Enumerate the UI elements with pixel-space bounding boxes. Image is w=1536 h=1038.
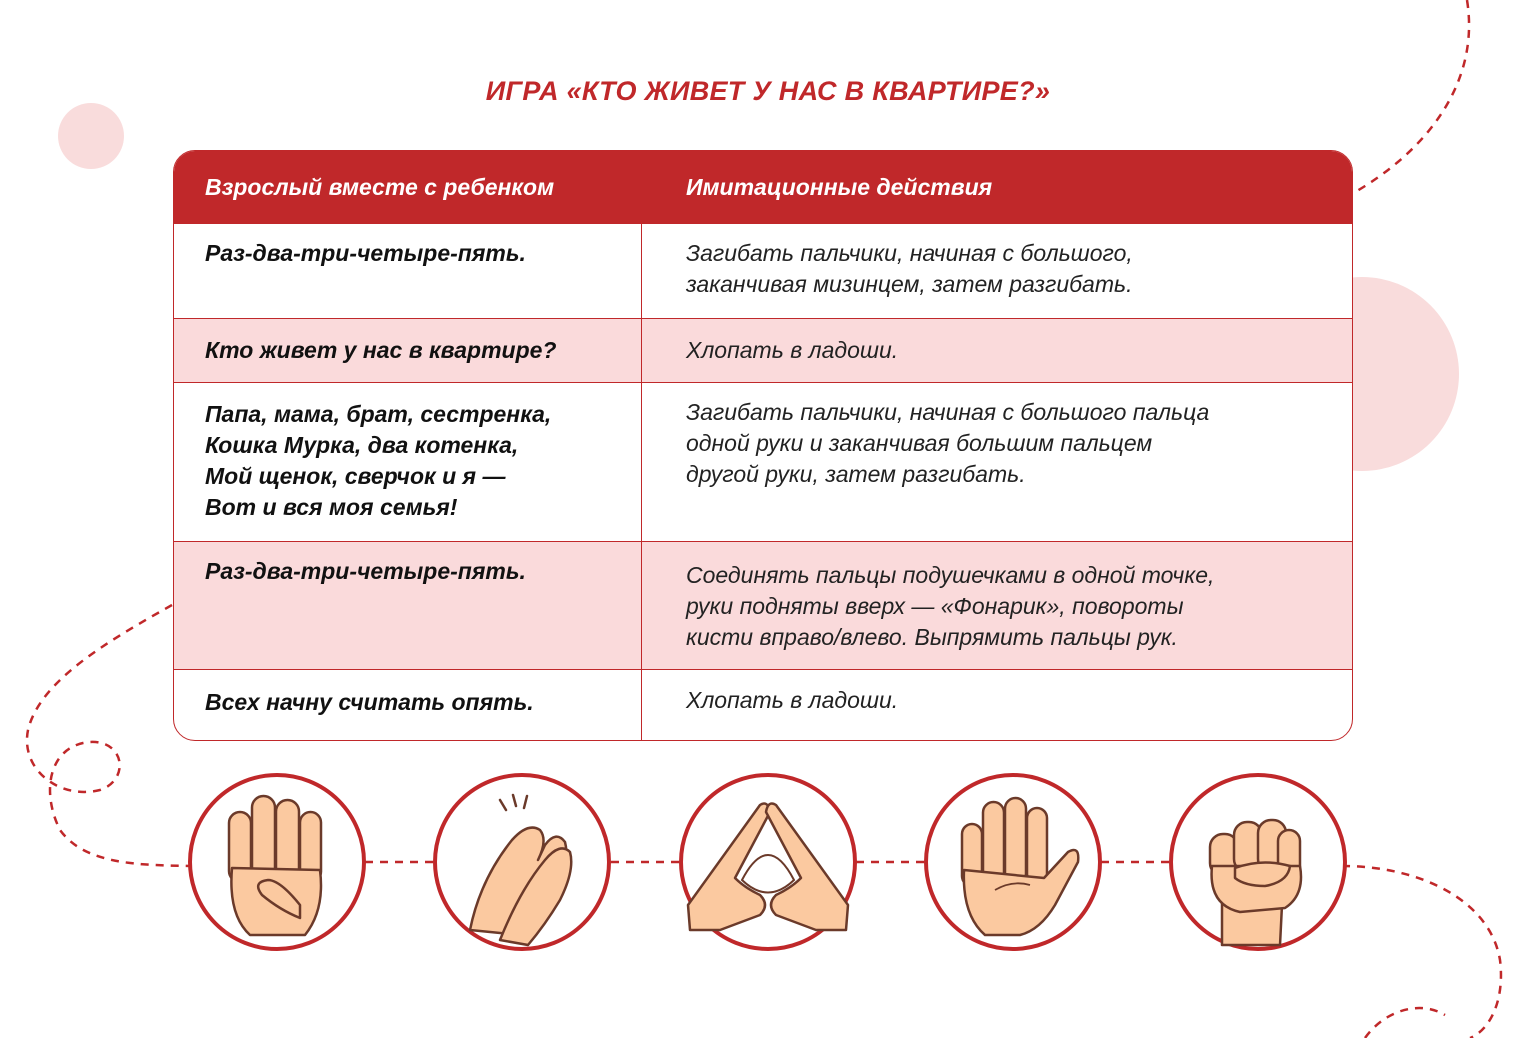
action-line: заканчивая мизинцем, затем разгибать. <box>686 271 1133 297</box>
clapping-hands-icon <box>435 775 609 949</box>
rhyme-line: Всех начну считать опять. <box>205 689 534 715</box>
header-adult-with-child: Взрослый вместе с ребенком <box>205 173 555 200</box>
page-title: ИГРА «КТО ЖИВЕТ У НАС В КВАРТИРЕ?» <box>485 76 1051 106</box>
rhyme-line: Вот и вся моя семья! <box>205 494 458 520</box>
action-line: Загибать пальчики, начиная с большого, <box>686 240 1133 266</box>
open-palm-icon <box>926 775 1100 949</box>
rhyme-line: Папа, мама, брат, сестренка, <box>205 401 552 427</box>
action-line: одной руки и заканчивая большим пальцем <box>686 430 1153 456</box>
header-imitation-actions: Имитационные действия <box>686 173 993 200</box>
action-line: Соединять пальцы подушечками в одной точке, <box>686 562 1215 588</box>
action-line: Хлопать в ладоши. <box>686 337 899 363</box>
rhyme-line: Раз-два-три-четыре-пять. <box>205 240 526 266</box>
action-line: кисти вправо/влево. Выпрямить пальцы рук. <box>686 624 1178 650</box>
rhyme-line: Кошка Мурка, два котенка, <box>205 432 519 458</box>
rhyme-line: Кто живет у нас в квартире? <box>205 337 557 363</box>
rhyme-line: Раз-два-три-четыре-пять. <box>205 558 526 584</box>
action-line: другой руки, затем разгибать. <box>686 461 1026 487</box>
four-fingers-hand-icon <box>190 775 364 949</box>
action-line: руки подняты вверх — «Фонарик», повороты <box>686 593 1184 619</box>
action-line: Загибать пальчики, начиная с большого пальца <box>686 399 1210 425</box>
action-line: Хлопать в ладоши. <box>686 687 899 713</box>
lantern-hands-icon <box>681 775 855 949</box>
rhyme-line: Мой щенок, сверчок и я — <box>205 463 506 489</box>
fist-icon <box>1171 775 1345 949</box>
